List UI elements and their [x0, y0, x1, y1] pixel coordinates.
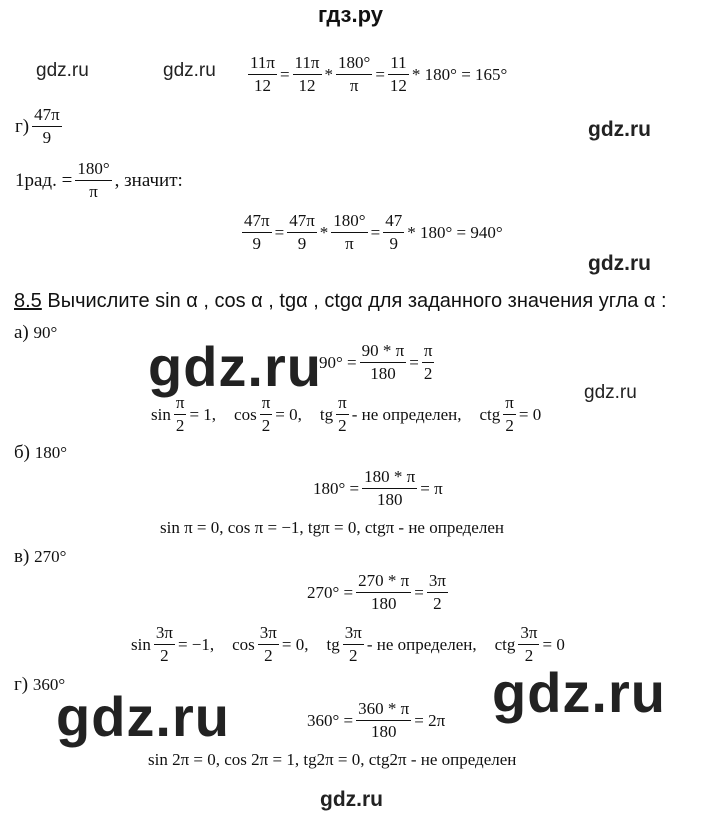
watermark: gdz.ru	[588, 252, 651, 275]
watermark-large: gdz.ru	[492, 661, 666, 724]
watermark: gdz.ru	[163, 60, 216, 81]
fraction: 47π 9	[34, 105, 60, 147]
part-g2-conversion: 360° = $\frac{360 * \pi}{180}$ = 2π	[307, 699, 446, 741]
watermark: gdz.ru	[584, 382, 637, 403]
watermark-large: gdz.ru	[148, 335, 322, 398]
task-text: Вычислите sin α , cos α , tgα , ctgα для заданного значения угла α :	[47, 290, 667, 312]
watermark: gdz.ru	[320, 788, 383, 811]
fraction: $\frac{180 * \pi}{180}$	[364, 467, 416, 509]
fraction: $\frac{90 * \pi}{180}$	[361, 341, 405, 383]
part-g2-values: sin 2π = 0, cos 2π = 1, tg2π = 0, ctg2π - не определен	[148, 750, 517, 769]
fraction: $\frac{11\pi}{12}$	[250, 53, 275, 95]
watermark: gdz.ru	[36, 60, 89, 81]
part-v-conversion: 270° = $\frac{270 * \pi}{180}$ = $\frac{3\pi}{2}$	[307, 571, 446, 613]
radian-definition: 1рад. = $\frac{180^\circ}{\pi}$ , значит:	[15, 159, 183, 201]
part-v-label: в) 270°	[14, 546, 67, 567]
fraction: $\frac{47}{9}$	[385, 211, 403, 253]
fraction: $\frac{360 * \pi}{180}$	[358, 699, 410, 741]
fraction: $\frac{180^\circ}{\pi}$	[77, 159, 110, 201]
fraction: $\frac{180^\circ}{\pi}$	[333, 211, 366, 253]
fraction: $\frac{11\pi}{12}$	[294, 53, 320, 95]
part-a-conversion: 90° = $\frac{90 * \pi}{180}$ = $\frac{\pi}{2}$	[319, 341, 433, 383]
task-number: 8.5	[14, 290, 42, 312]
fraction: $\frac{11}{12}$	[389, 53, 407, 95]
fraction: $\frac{270 * \pi}{180}$	[358, 571, 410, 613]
part-a-values: sin $\frac{\pi}{2}$ = 1, cos $\frac{\pi}{2}$ = 0, tg π 2 - не определен, ctg $\frac{\pi}{2}$ = 0	[151, 393, 542, 435]
part-g2-label: г) 360°	[14, 674, 66, 695]
part-a-label: а) 90°	[14, 322, 58, 343]
part-b-label: б) 180°	[14, 442, 68, 463]
fraction: $\frac{3\pi}{2}$	[428, 571, 446, 613]
watermark-large: gdz.ru	[56, 685, 230, 748]
fraction: $\frac{\pi}{2}$	[423, 341, 433, 383]
part-b-values: sin π = 0, cos π = −1, tgπ = 0, ctgπ - не определен	[160, 518, 504, 537]
watermark: gdz.ru	[588, 118, 651, 141]
equation-11pi: $\frac{11\pi}{12}$ = $\frac{11\pi}{12}$ * $\frac{180^\circ}{\pi}$ = $\frac{11}{12}$ * 180° = 165°	[250, 53, 508, 95]
part-v-values: sin $\frac{3\pi}{2}$ = −1, cos $\frac{3\pi}{2}$ = 0, tg 3π 2 - не определен, ctg $\frac{3\pi}{2}$ = 0	[131, 623, 565, 665]
fraction: $\frac{47\pi}{9}$	[289, 211, 315, 253]
part-g-heading: г) 47π 9	[15, 105, 60, 147]
part-b-conversion: 180° = $\frac{180 * \pi}{180}$ = π	[313, 467, 443, 509]
task-statement	[14, 290, 667, 313]
fraction: $\frac{180^\circ}{\pi}$	[338, 53, 371, 95]
equation-47pi: $\frac{47\pi}{9}$ = $\frac{47\pi}{9}$ * $\frac{180^\circ}{\pi}$ = $\frac{47}{9}$ * 180° = 940°	[244, 211, 503, 253]
site-header: гдз.ру	[318, 2, 383, 27]
fraction: $\frac{47\pi}{9}$	[244, 211, 270, 253]
